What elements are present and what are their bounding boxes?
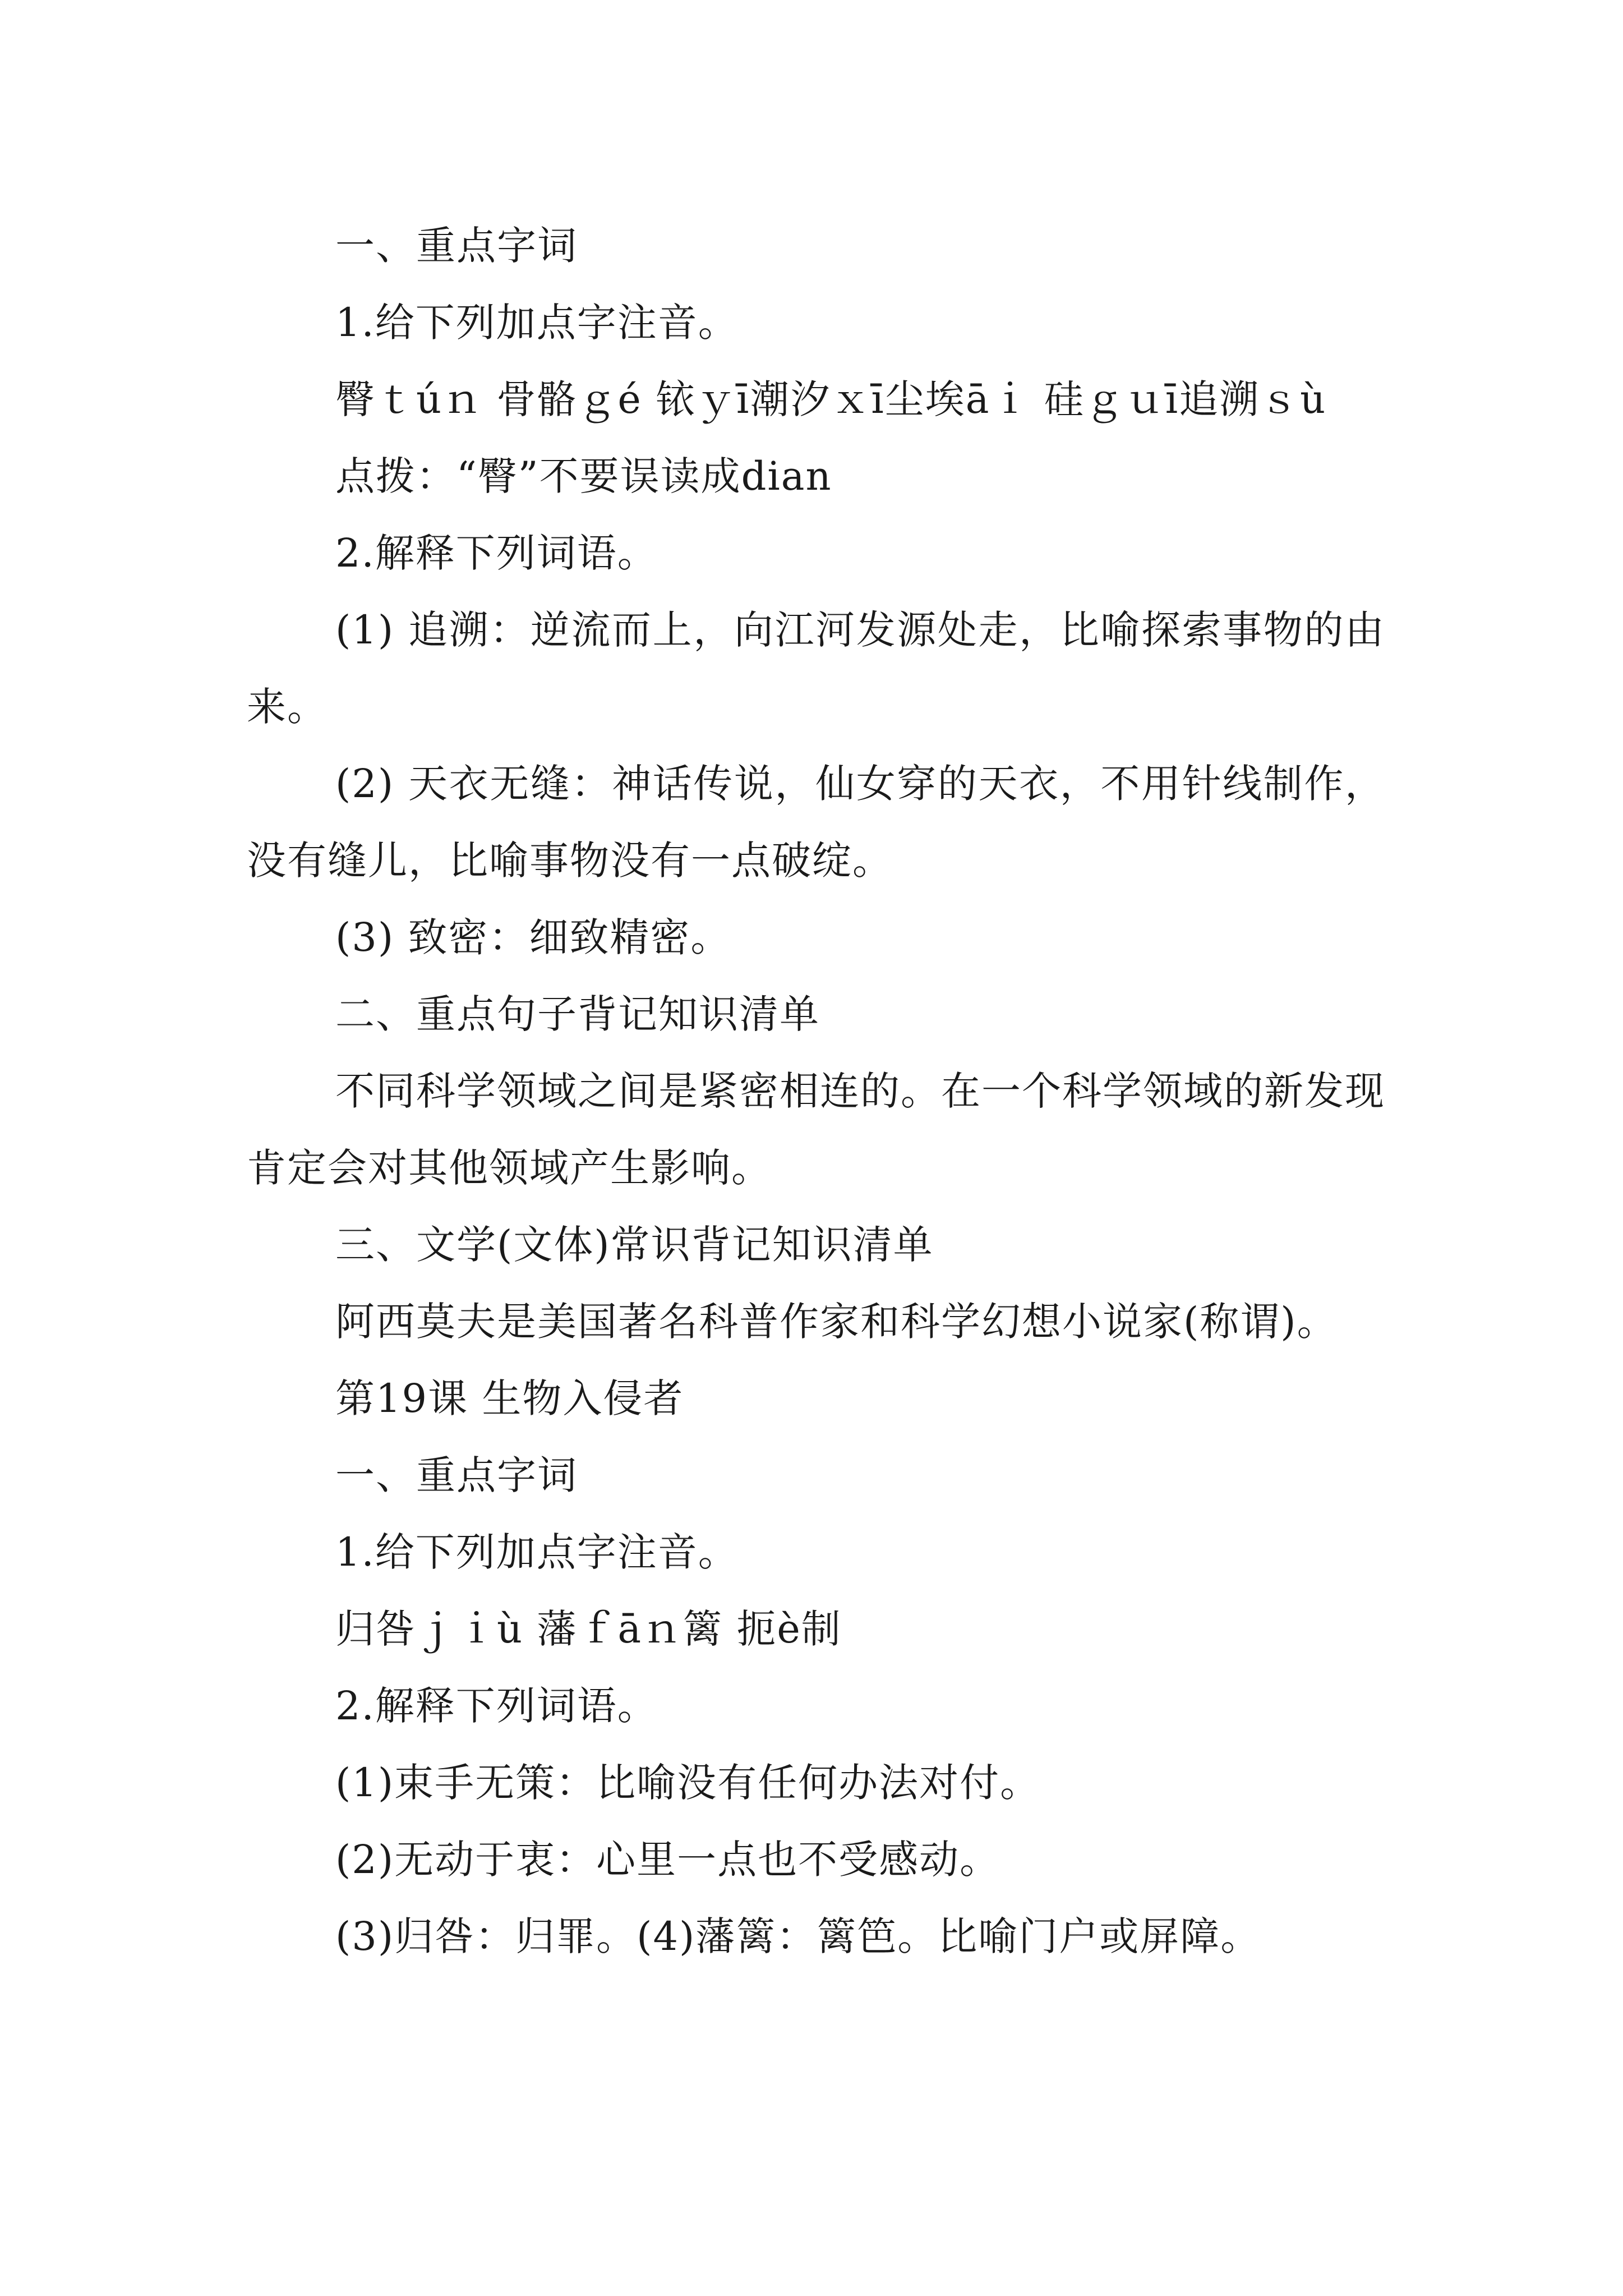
exercise-pinyin-instruction: 1.给下列加点字注音。 (335, 300, 739, 346)
definition-item: (2) 天衣无缝：神话传说，仙女穿的天衣，不用针线制作，没有缝儿，比喻事物没有一点破绽。 (247, 761, 1385, 884)
section-heading-key-sentences: 二、重点句子背记知识清单 (335, 991, 820, 1037)
definition-item: (1)束手无策：比喻没有任何办法对付。 (335, 1760, 1041, 1806)
exercise-pinyin-instruction: 1.给下列加点字注音。 (335, 1529, 739, 1575)
definition-item: (2)无动于衷：心里一点也不受感动。 (335, 1837, 1000, 1883)
definition-item: (1) 追溯：逆流而上，向江河发源处走，比喻探索事物的由来。 (247, 607, 1385, 730)
definition-item: (3)归咎：归罪。(4)藩篱：篱笆。比喻门户或屏障。 (335, 1913, 1261, 1959)
pinyin-answers: 臀ｔúｎ 骨骼ｇé 铱ｙī潮汐ｘī尘埃āｉ 硅ｇｕī追溯ｓù (335, 376, 1327, 422)
key-sentence: 不同科学领域之间是紧密相连的。在一个科学领域的新发现肯定会对其他领域产生影响。 (247, 1068, 1385, 1191)
exercise-explain-words: 2.解释下列词语。 (335, 530, 658, 576)
literary-fact: 阿西莫夫是美国著名科普作家和科学幻想小说家(称谓)。 (335, 1299, 1338, 1345)
pinyin-answers: 归咎ｊｉù 藩ｆāｎ篱 扼è制 (335, 1606, 842, 1652)
pronunciation-tip: 点拨：“臀”不要误读成dian (335, 453, 832, 499)
document-body (247, 208, 1385, 1975)
exercise-explain-words: 2.解释下列词语。 (335, 1683, 658, 1729)
section-heading-key-words: 一、重点字词 (335, 1452, 578, 1498)
section-heading-literary-knowledge: 三、文学(文体)常识背记知识清单 (335, 1222, 934, 1268)
section-heading-key-words: 一、重点字词 (335, 223, 578, 269)
definition-item: (3) 致密：细致精密。 (335, 914, 731, 960)
lesson-title: 第19课 生物入侵者 (335, 1375, 684, 1421)
